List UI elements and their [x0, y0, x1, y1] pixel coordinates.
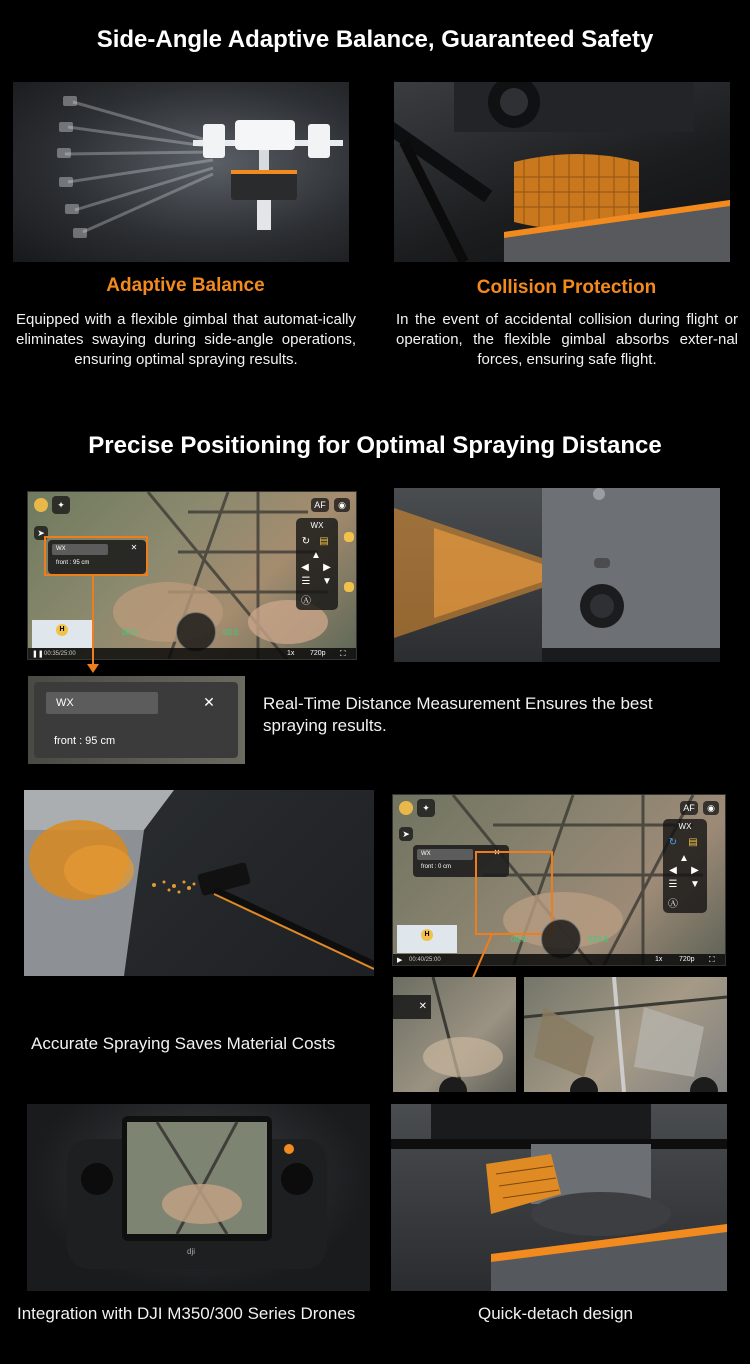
close-icon[interactable]: ✕: [393, 995, 431, 1019]
navigation-icon[interactable]: ➤: [34, 526, 48, 540]
af-badge[interactable]: AF: [680, 801, 698, 815]
arrow-left-icon[interactable]: ◀: [301, 562, 309, 573]
layers-icon[interactable]: ☰: [301, 576, 311, 587]
note-icon[interactable]: ▤: [319, 536, 329, 547]
zoom-level[interactable]: 1x: [287, 650, 295, 657]
home-marker-icon: H: [56, 624, 68, 636]
fullscreen-icon[interactable]: ⛶: [709, 955, 715, 964]
layers-icon[interactable]: ☰: [668, 879, 678, 890]
fox-logo-icon: ✦: [52, 496, 70, 514]
highlight-box: [475, 851, 553, 935]
integration-caption: Integration with DJI M350/300 Series Drones: [17, 1304, 356, 1323]
arrow-right-icon[interactable]: ▶: [691, 865, 699, 876]
close-icon[interactable]: ✕: [493, 848, 501, 857]
arrow-up-icon[interactable]: ▲: [679, 853, 689, 864]
spray-after-image: [524, 977, 727, 1092]
speed-left: 00.0: [511, 935, 527, 944]
zoomed-popup-image: [28, 676, 245, 764]
antenna-icon[interactable]: ↻: [668, 837, 678, 848]
badge-icon-2: [344, 582, 354, 592]
speed-right: 023.6: [588, 935, 609, 944]
close-icon[interactable]: ✕: [130, 543, 138, 552]
speed-left: 00.0: [122, 628, 138, 637]
antenna-icon[interactable]: ↻: [301, 536, 311, 547]
camera-icon[interactable]: ◉: [703, 801, 719, 815]
ui-screenshot-1: [27, 491, 357, 660]
zoomed-close-icon[interactable]: ✕: [203, 694, 215, 710]
zoomed-distance-popup: [34, 682, 238, 758]
playback-bar: [28, 648, 357, 660]
camera-icon[interactable]: ◉: [334, 498, 350, 512]
fullscreen-icon[interactable]: ⛶: [340, 649, 346, 658]
status-icon: [399, 801, 413, 815]
auto-icon[interactable]: Ⓐ: [301, 596, 311, 607]
accurate-spraying-caption: Accurate Spraying Saves Material Costs: [31, 1034, 336, 1053]
compass-icon: [541, 919, 581, 959]
dji-logo: dji: [187, 1247, 196, 1256]
mini-map[interactable]: [32, 620, 92, 648]
collision-protection-image: [394, 82, 730, 262]
resolution[interactable]: 720p: [310, 650, 326, 657]
distance-sensor-image: [394, 488, 720, 662]
badge-icon: [344, 532, 354, 542]
highlight-box: [44, 536, 148, 576]
arrow-head: [87, 664, 99, 673]
status-icon: [34, 498, 48, 512]
popup-distance: front : 95 cm: [56, 560, 90, 566]
arrow-left-icon[interactable]: ◀: [669, 865, 677, 876]
quick-detach-image: [391, 1104, 727, 1291]
spraying-render-image: [24, 790, 374, 976]
play-icon[interactable]: ▶: [397, 957, 403, 964]
arrow-right-icon[interactable]: ▶: [323, 562, 331, 573]
control-panel: [663, 819, 707, 913]
zoomed-popup-distance: front : 95 cm: [54, 735, 116, 747]
auto-icon[interactable]: Ⓐ: [668, 899, 678, 910]
note-icon[interactable]: ▤: [688, 837, 698, 848]
compass-icon: [176, 612, 216, 652]
popup-label: WX: [417, 849, 473, 860]
control-panel: [296, 518, 338, 610]
section2-title: Precise Positioning for Optimal Spraying Distance: [88, 432, 662, 459]
adaptive-balance-heading: Adaptive Balance: [106, 275, 265, 296]
arrow-connector: [92, 575, 94, 667]
playback-time: 00:35/25:00: [44, 651, 76, 657]
spray-before-image: [393, 977, 516, 1092]
quick-detach-caption: Quick-detach design: [478, 1304, 633, 1323]
panel-label: WX: [310, 521, 324, 530]
popup-label: WX: [52, 544, 108, 555]
arrow-down-icon[interactable]: ▼: [322, 576, 332, 587]
popup-distance: front : 0 cm: [421, 864, 452, 870]
adaptive-balance-text: Equipped with a flexible gimbal that automat-ically eliminates swaying during side-angle operations, ensuring optimal spraying results.: [16, 311, 356, 368]
adaptive-balance-image: [13, 82, 349, 262]
arrow-down-icon[interactable]: ▼: [690, 879, 700, 890]
section1-title: Side-Angle Adaptive Balance, Guaranteed Safety: [96, 26, 654, 53]
zoom-level[interactable]: 1x: [655, 956, 663, 963]
navigation-icon[interactable]: ➤: [399, 827, 413, 841]
collision-protection-text: In the event of accidental collision during flight or operation, the flexible gimbal absorbs exter-nal forces, ensuring safe flight.: [396, 311, 738, 368]
home-marker-icon: H: [421, 929, 433, 941]
controller-image: [27, 1104, 370, 1291]
playback-time: 00:40/25:00: [409, 957, 441, 963]
zoomed-popup-label: WX: [46, 692, 158, 714]
af-badge[interactable]: AF: [311, 498, 329, 512]
distance-caption: Real-Time Distance Measurement Ensures the best spraying results.: [263, 694, 653, 735]
fox-logo-icon: ✦: [417, 799, 435, 817]
resolution[interactable]: 720p: [679, 956, 695, 963]
arrow-up-icon[interactable]: ▲: [311, 550, 321, 561]
collision-protection-heading: Collision Protection: [476, 277, 657, 298]
panel-label: WX: [678, 822, 692, 831]
pause-icon[interactable]: ❚❚: [32, 651, 44, 658]
speed-right: 00.0: [223, 628, 239, 637]
